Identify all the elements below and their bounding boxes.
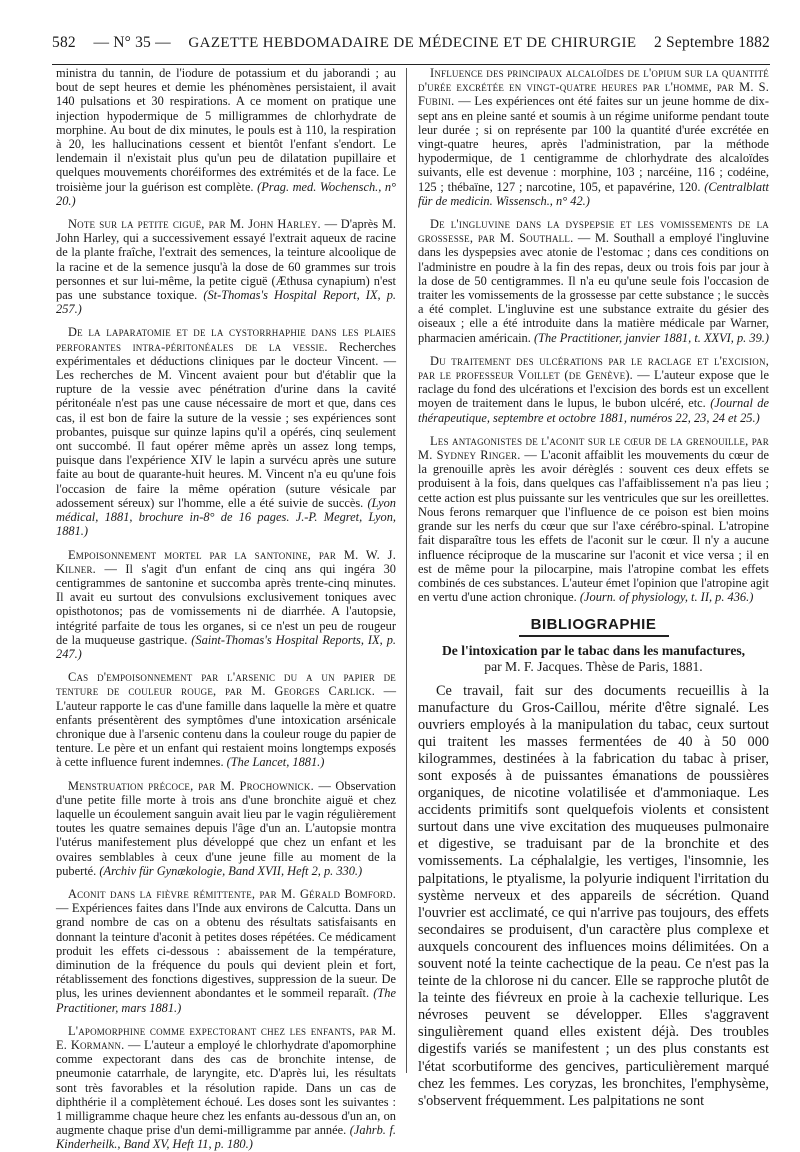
article-source: (The Practitioner, mars 1881.) bbox=[56, 986, 396, 1015]
article-title: Note sur la petite ciguë, par M. John Harley. bbox=[68, 217, 321, 232]
page-header bbox=[52, 34, 770, 60]
article-source: (Archiv für Gynækologie, Band XVII, Heft 2, p. 330.) bbox=[99, 863, 363, 878]
article-source: (The Practitioner, janvier 1881, t. XXVI, p. 39.) bbox=[533, 330, 769, 345]
article-text: — Observation d'une petite fille morte à trois ans d'une bronchite aiguë et chez laquelle un écoulement sanguin avait lieu par le vagin régulièrement toutes les quatre semaines depuis l'âge d'un an. L'autopsie montra l'utérus manifestement plus développé que chez un enfant et les ovaires semblables à ceux d'une jeune fille au moment de la puberté. bbox=[56, 778, 396, 878]
article-title: Influence des principaux alcaloïdes de l'opium sur la quantité d'urée excrétée en vingt-quatre heures par l'homme, par M. S. Fubini. bbox=[418, 66, 769, 109]
bibliography-reference bbox=[418, 643, 769, 675]
article-source: (The Lancet, 1881.) bbox=[226, 755, 325, 770]
article-text: — Expériences faites dans l'Inde aux environs de Calcutta. Dans un grand nombre de cas on a obtenu des résultats satisfaisants en donnant la teinture d'aconit à petites doses répétées. Ce médicament produit les effets ci-dessous : abaissement de la température, diminution de la fréquence du pouls qui devient plein et fort, rétablissement des fonctions digestives, suppression de la sueur. De plus, les urines deviennent abondantes et le sommeil reparaît. bbox=[56, 901, 396, 1001]
article-source: (Lyon médical, 1881, brochure in-8° de 16 pages. J.-P. Megret, Lyon, 1881.) bbox=[56, 495, 396, 539]
article-title: Du traitement des ulcérations par le raclage et l'excision, par le professeur Voillet (de Genève). bbox=[418, 353, 769, 383]
article-title: De la laparatomie et de la cystorrhaphie dans les plaies perforantes intra-péritonéales de la vessie. bbox=[56, 325, 396, 354]
article-santonine bbox=[56, 548, 396, 662]
bibliography-text: Ce travail, fait sur des documents recueillis à la manufacture du Gros-Caillou, mérite d'être signalé. Les ouvriers employés à la manipulation du tabac, ceux surtout qui traitent les masses fermentées de 40 à 50 000 kilogrammes, destinées à la fabrication du tabac à priser, sont exposés à de puissantes émanations de poussières organiques, de nicotine volatilisée et d'ammoniaque. Les accidents primitifs sont quelquefois violents et consistent surtout dans une vive excitation des muqueuses pulmonaire et digestive, se traduisant par de la bronchite et des vomissements. La céphalalgie, les vertiges, l'insomnie, les palpitations, le ptyalisme, la polyurie indiquent l'irritation du système nerveux et des appareils de sécrétion. Quand l'ouvrier est acclimaté, ce qui n'arrive pas toujours, des effets secondaires se produisent, d'un caractère plus complexe et auxquels concourent des influences moins délimitées. On a souvent noté la teinte cachectique de la peau. Ce n'est pas la teinte de la chlorose ni du cancer. Elle se rapproche plutôt de la teinte des fiévreux en proie à la cachexie tellurique. Les névroses peuvent se développer. Elles s'aggravent singulièrement quand elles existent déjà. Des troubles digestifs variés se manifestent ; un des plus constants est l'état scorbutiforme des gencives, particulièrement marqué chez les femmes. Les coryzas, les bronchites, l'emphysème, s'observent fréquemment. Les palpitations ne sont bbox=[418, 682, 769, 1109]
article-apomorphine bbox=[56, 1024, 396, 1152]
article-text: — D'après M. John Harley, qui a successivement essayé l'extrait aqueux de racine de la plante fraîche, l'extrait des semences, la teinture alcoolique de la racine et de la semence jusqu'à la dose de 60 grammes sur trois personnes et sur lui-même, la petite ciguë (Æthusa cynapium) n'est pas une substance toxique. bbox=[56, 217, 396, 303]
bibliography-author: par M. F. Jacques. Thèse de Paris, 1881. bbox=[484, 658, 703, 674]
article-source: (Jahrb. f. Kinderheilk., Band XV, Heft 11, p. 180.) bbox=[56, 1123, 396, 1152]
article-text: — M. Southall a employé l'ingluvine dans les dyspepsies avec atonie de l'estomac ; dans ces conditions on l'administre en poudre à la fin des repas, deux ou trois fois par jour à la dose de 50 centigrammes. Il n'a eu qu'une seule fois l'occasion de traiter les vomissements de la grossesse par cette substance ; le succès a été complet. L'ingluvine est une substance extraite du gésier des oiseaux ; elle a été introduite dans la matière médicale par Warner, pharmacien américain. bbox=[418, 231, 769, 345]
article-source: (Journal de thérapeutique, septembre et octobre 1881, numéros 22, 23, 24 et 25.) bbox=[418, 396, 769, 425]
article-aconit-grenouille bbox=[418, 434, 769, 604]
journal-title: GAZETTE HEBDOMADAIRE DE MÉDECINE ET DE CHIRURGIE bbox=[188, 35, 637, 51]
issue-date: 2 Septembre 1882 bbox=[654, 34, 770, 51]
article-title: Les antagonistes de l'aconit sur le cœur de la grenouille, par M. Sydney Ringer. bbox=[418, 433, 769, 463]
article-text: — L'auteur a employé le chlorhydrate d'apomorphine comme expectorant dans des cas de bronchite intense, de pneumonie catarrhale, de laryngite, etc. D'après lui, les résultats sont très favorables et la résolution rapide. Dans un cas de diphthérie il a complètement échoué. Les doses sont les suivantes : 1 milligramme chaque heure chez les enfants au-dessous d'un an, on augmente chaque prise d'un demi-milligramme par année. bbox=[56, 1038, 396, 1138]
article-text: Recherches expérimentales et déductions cliniques par le docteur Vincent. — Les recherches de M. Vincent avaient pour but d'établir que la rupture de la vessie avec pénétration d'urine dans la cavité péritonéale n'est pas une cause nécessaire de mort et que, dans ces cas, il est bon de faire la suture de la vessie ; ses expériences sont probantes, puisque sur quinze lapins qu'il a opérés, cinq seulement ont succombé. Il faut opérer même après un assez long temps, puisque dans l'expérience XIV le lapin a survécu après une suture faite au bout de quarante-huit heures. M. Vincent n'a eu qu'une fois l'occasion de faire la même opération (suture vésicale par adossement séreux) sur l'homme, elle a été suivie de succès. bbox=[56, 339, 396, 510]
article-text: — L'auteur expose que le raclage du fond des ulcérations et l'excision des bords est un excellent moyen de traitement dans le lupus, le bubon ulcéré, etc. bbox=[418, 368, 770, 411]
article-text: — L'aconit affaiblit les mouvements du cœur de la grenouille après les avoir dérèglés : souvent ces deux effets se produisent à la fois, dans quelques cas l'affaiblissement n'a pas lieu ; cette action est plus puissante sur les ventricules que sur les oreillettes. Nous ferons remarquer que l'influence de ce poison est bien moins grande sur les nerfs du cœur que sur l'axe cérébro-spinal. L'atropine fait disparaître tous les effets de l'aconit sur le cœur. Il n'y a aucune influence réciproque de la muscarine sur l'aconit et vice versa ; il en est de même pour la pilocarpine, mais l'atropine combat les effets combinés de ces substances. L'auteur émet l'opinion que l'atropine agit en vertu d'une action chronique. bbox=[418, 448, 769, 605]
article-source: (Centralblatt für de medicin. Wissensch., n° 42.) bbox=[418, 179, 769, 208]
bibliography-work-title: De l'intoxication par le tabac dans les manufactures, bbox=[441, 642, 746, 658]
article-text: ministra du tannin, de l'iodure de potassium et du jaborandi ; au bout de sept heures et demie les phénomènes persistaient, il avait 140 pulsations et 30 respirations. A ce moment on pratique une injection hypodermique de 5 milligrammes de chlorhydrate de morphine. Au bout de dix minutes, le pouls est à 110, la respiration à 20, les hallucinations cessent et bientôt l'enfant s'endort. Le lendemain il n'existait plus qu'un peu de dilatation pupillaire et quelques mouvements choréiformes des extrémités et de la face. Le troisième jour la guérison est complète. bbox=[56, 66, 396, 194]
article-petite-cigue bbox=[56, 217, 396, 316]
bibliography-heading: BIBLIOGRAPHIE bbox=[530, 616, 657, 634]
left-column bbox=[56, 66, 397, 1152]
article-laparatomie bbox=[56, 325, 396, 538]
article-ingluvine bbox=[418, 217, 769, 345]
article-text: — Il s'agit d'un enfant de cinq ans qui ingéra 30 centigrammes de santonine et succomba après trente-cinq minutes. Il avait eu surtout des convulsions exclusivement toniques avec opisthotonos; pas de vomissements ni de diarrhée. A l'autopsie, intégrité parfaite de tous les organes, si ce n'est un peu de rougeur de la muqueuse gastrique. bbox=[56, 561, 396, 647]
issue-number: — N° 35 — bbox=[93, 34, 171, 51]
header-rule bbox=[52, 64, 770, 65]
article-text: — Les expériences ont été faites sur un jeune homme de dix-sept ans en pleine santé et soumis à un régime uniforme pendant toute leur durée ; si on représente par 100 la quantité d'urée excrétée en vingt-quatre heures, après l'administration, par la méthode hypodermique, de 1 centigramme de chlorhydrate des alcaloïdes suivants, elle est devenue : morphine, 103 ; narcéine, 116 ; codéine, 125 ; thébaïne, 127 ; narcotine, 105, et papavérine, 120. bbox=[418, 94, 769, 194]
bibliography-review bbox=[418, 683, 769, 1110]
article-title: Aconit dans la fièvre rémittente, par M. Gérald Bomford. bbox=[68, 886, 396, 901]
article-source: (St-Thomas's Hospital Report, IX, p. 257.) bbox=[56, 288, 396, 317]
article-source: (Journ. of physiology, t. II, p. 436.) bbox=[579, 590, 754, 605]
article-text: — L'auteur rapporte le cas d'une famille dans laquelle la mère et quatre enfants présentèrent des symptômes d'une intoxication arsénicale chronique due à l'arsenic contenu dans la couleur rouge du papier de tenture. Le père et un enfant qui restaient moins longtemps exposés à cette influence furent indemnes. bbox=[56, 684, 396, 770]
article-title: L'apomorphine comme expectorant chez les enfants, par M. E. Kormann. bbox=[56, 1023, 396, 1052]
article-title: Empoisonnement mortel par la santonine, par M. W. J. Kilner. bbox=[56, 547, 396, 576]
article-title: Cas d'empoisonnement par l'arsenic du a un papier de tenture de couleur rouge, par M. Georges Carlick. bbox=[56, 670, 396, 699]
article-source: (Saint-Thomas's Hospital Reports, IX, p. 247.) bbox=[56, 632, 396, 661]
bibliography-rule bbox=[519, 635, 669, 637]
article-source: (Prag. med. Wochensch., n° 20.) bbox=[56, 179, 397, 208]
article-title: De l'ingluvine dans la dyspepsie et les vomissements de la grossesse, par M. Southall. bbox=[418, 217, 769, 246]
article-aconit-fievre bbox=[56, 887, 396, 1015]
right-column bbox=[418, 66, 770, 1109]
article-menstruation bbox=[56, 779, 396, 878]
page-number: 582 bbox=[52, 34, 76, 51]
article-arsenic bbox=[56, 670, 396, 769]
article-ulcerations bbox=[418, 354, 769, 425]
article-title: Menstruation précoce, par M. Prochownick. bbox=[68, 778, 314, 793]
article-opium-uree bbox=[418, 66, 769, 208]
article-continuation bbox=[56, 66, 396, 208]
column-separator bbox=[406, 68, 407, 1073]
